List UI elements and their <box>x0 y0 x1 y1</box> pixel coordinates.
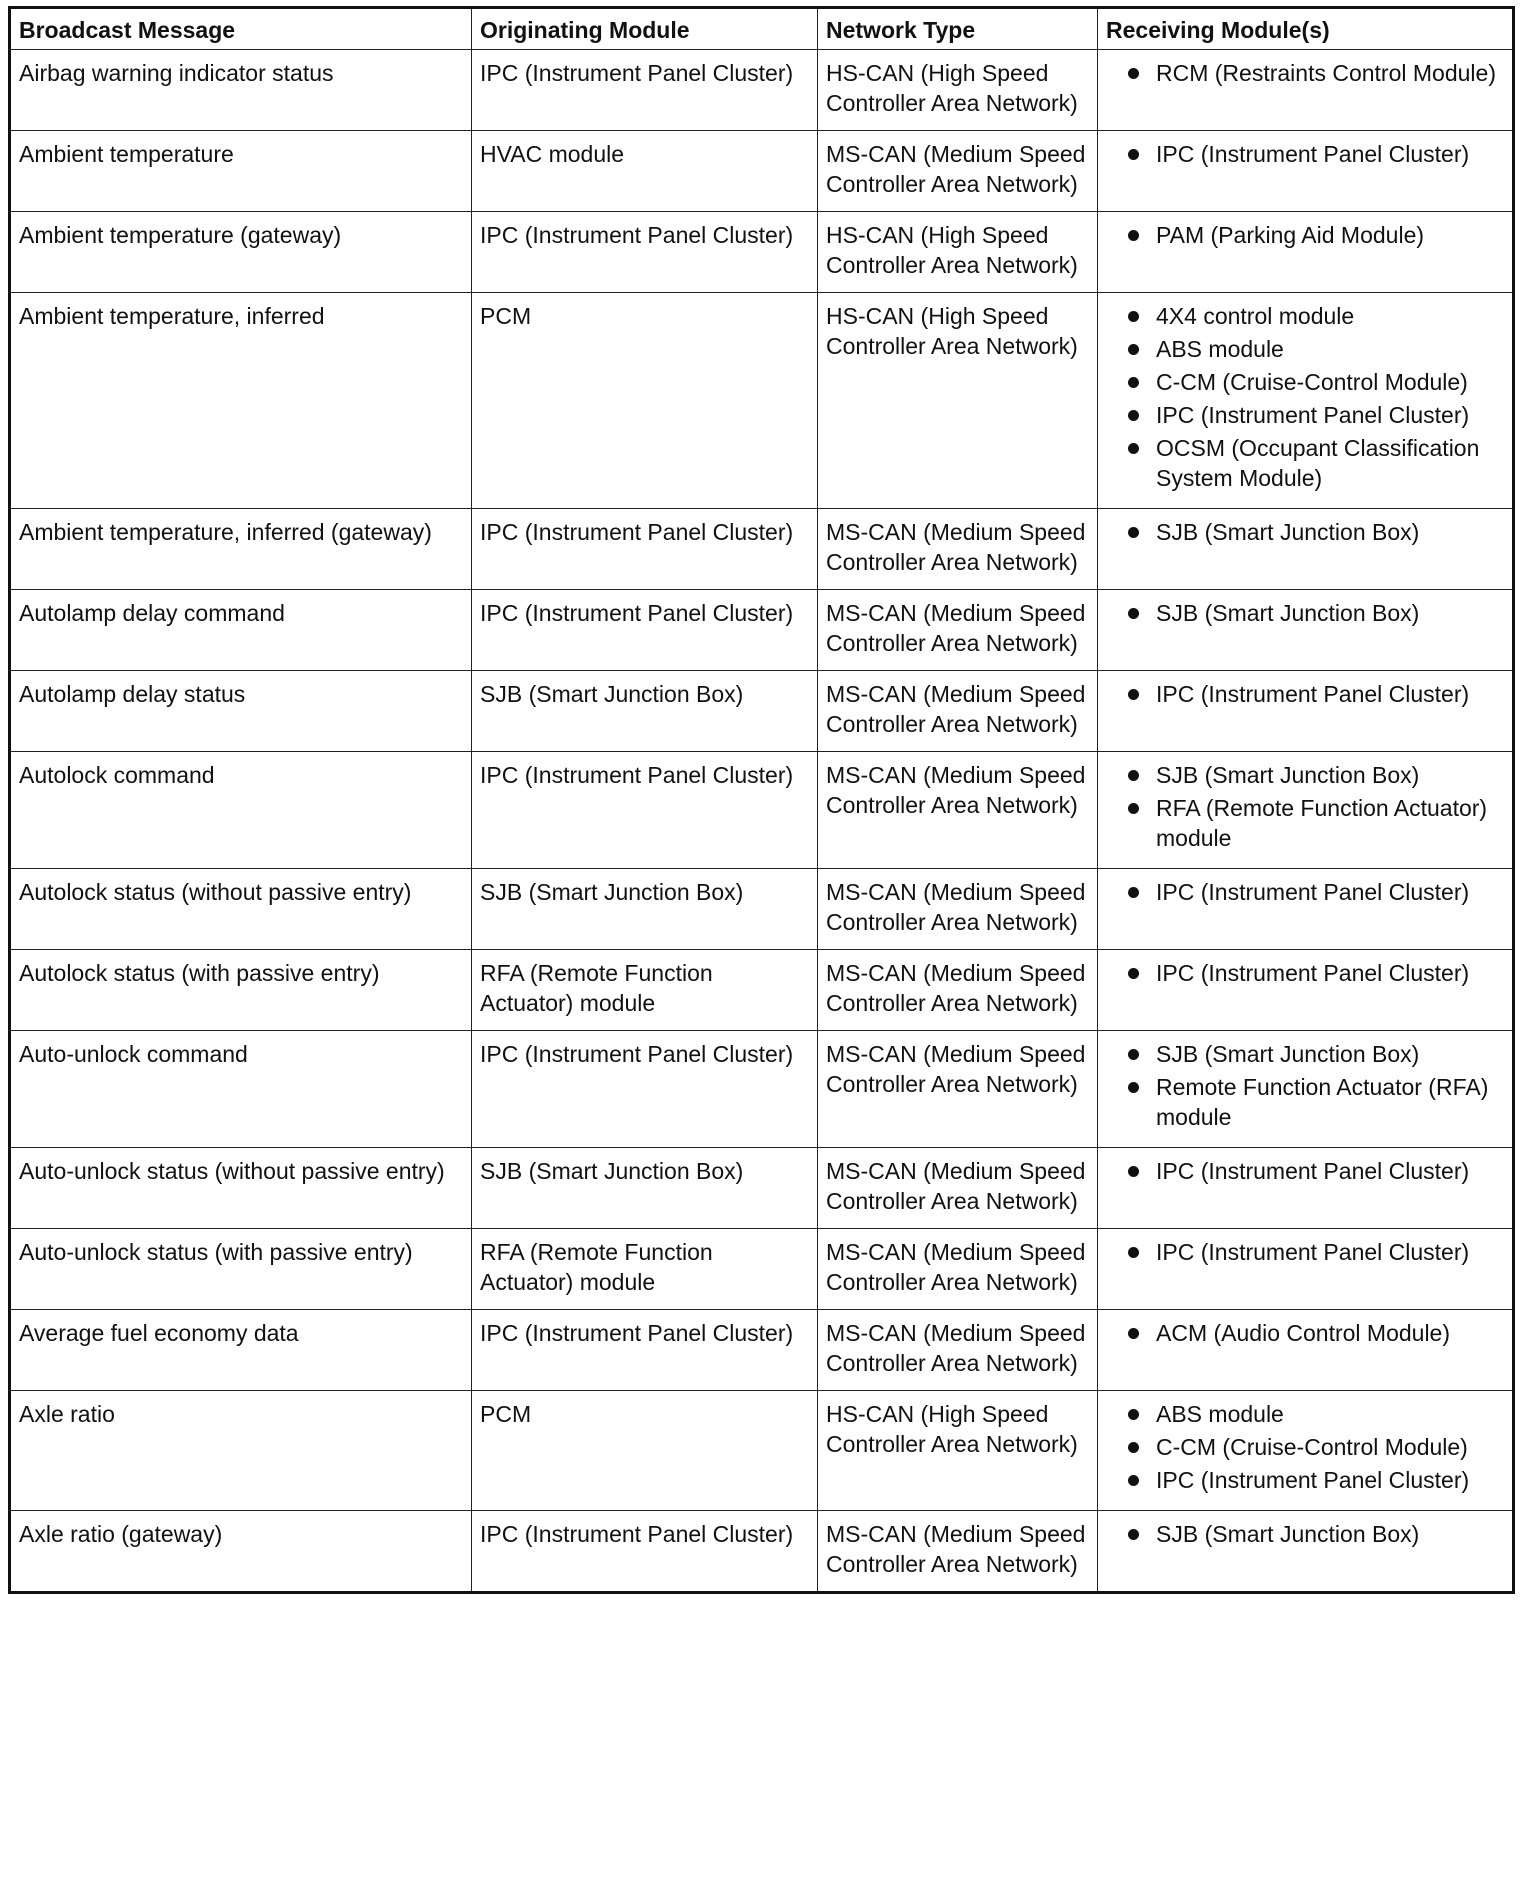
receiving-modules-list <box>1106 877 1504 907</box>
list-item <box>1106 1432 1504 1462</box>
list-item <box>1106 1156 1504 1186</box>
document-page <box>8 6 1512 1594</box>
list-item <box>1106 958 1504 988</box>
receiving-modules-list <box>1106 1399 1504 1495</box>
broadcast-message-cell: Ambient temperature, inferred <box>10 293 472 509</box>
bullet-icon <box>1128 1442 1139 1453</box>
table-row <box>10 950 1514 1031</box>
bullet-icon <box>1128 1049 1139 1060</box>
originating-module-cell: PCM <box>472 1391 818 1511</box>
list-item <box>1106 334 1504 364</box>
list-item <box>1106 1465 1504 1495</box>
receiving-modules-list <box>1106 598 1504 628</box>
table-row <box>10 212 1514 293</box>
originating-module-cell: IPC (Instrument Panel Cluster) <box>472 212 818 293</box>
list-item <box>1106 793 1504 853</box>
network-type-cell: MS-CAN (Medium Speed Controller Area Network) <box>818 869 1098 950</box>
receiving-module-text: SJB (Smart Junction Box) <box>1156 519 1420 545</box>
receiving-modules-list <box>1106 139 1504 169</box>
network-type-cell: HS-CAN (High Speed Controller Area Network) <box>818 1391 1098 1511</box>
originating-module-cell: SJB (Smart Junction Box) <box>472 869 818 950</box>
list-item <box>1106 1519 1504 1549</box>
broadcast-message-cell: Autolock status (without passive entry) <box>10 869 472 950</box>
header-row <box>10 8 1514 50</box>
table-row <box>10 1391 1514 1511</box>
network-type-cell: HS-CAN (High Speed Controller Area Network) <box>818 212 1098 293</box>
originating-module-cell: IPC (Instrument Panel Cluster) <box>472 752 818 869</box>
bullet-icon <box>1128 344 1139 355</box>
network-type-cell: MS-CAN (Medium Speed Controller Area Network) <box>818 950 1098 1031</box>
list-item <box>1106 367 1504 397</box>
originating-module-cell: IPC (Instrument Panel Cluster) <box>472 50 818 131</box>
broadcast-message-cell: Autolock command <box>10 752 472 869</box>
broadcast-message-cell: Auto-unlock command <box>10 1031 472 1148</box>
receiving-modules-cell <box>1098 1391 1514 1511</box>
receiving-module-text: ABS module <box>1156 336 1284 362</box>
list-item <box>1106 1072 1504 1132</box>
bullet-icon <box>1128 68 1139 79</box>
list-item <box>1106 433 1504 493</box>
receiving-modules-cell <box>1098 212 1514 293</box>
receiving-modules-list <box>1106 1318 1504 1348</box>
list-item <box>1106 877 1504 907</box>
receiving-modules-list <box>1106 517 1504 547</box>
network-type-cell: MS-CAN (Medium Speed Controller Area Network) <box>818 1031 1098 1148</box>
originating-module-cell: HVAC module <box>472 131 818 212</box>
broadcast-message-cell: Ambient temperature (gateway) <box>10 212 472 293</box>
receiving-modules-cell <box>1098 50 1514 131</box>
bullet-icon <box>1128 887 1139 898</box>
receiving-modules-cell <box>1098 293 1514 509</box>
receiving-module-text: RCM (Restraints Control Module) <box>1156 60 1496 86</box>
network-type-cell: MS-CAN (Medium Speed Controller Area Network) <box>818 1229 1098 1310</box>
receiving-modules-cell <box>1098 509 1514 590</box>
receiving-modules-list <box>1106 1039 1504 1132</box>
table-row <box>10 509 1514 590</box>
table-row <box>10 1229 1514 1310</box>
receiving-module-text: IPC (Instrument Panel Cluster) <box>1156 681 1470 707</box>
network-type-cell: HS-CAN (High Speed Controller Area Network) <box>818 50 1098 131</box>
bullet-icon <box>1128 689 1139 700</box>
receiving-module-text: IPC (Instrument Panel Cluster) <box>1156 879 1470 905</box>
bullet-icon <box>1128 149 1139 160</box>
network-type-cell: MS-CAN (Medium Speed Controller Area Network) <box>818 1148 1098 1229</box>
bullet-icon <box>1128 1529 1139 1540</box>
broadcast-message-cell: Autolamp delay command <box>10 590 472 671</box>
list-item <box>1106 1318 1504 1348</box>
receiving-module-text: IPC (Instrument Panel Cluster) <box>1156 402 1470 428</box>
network-type-cell: HS-CAN (High Speed Controller Area Network) <box>818 293 1098 509</box>
broadcast-message-cell: Average fuel economy data <box>10 1310 472 1391</box>
table-row <box>10 752 1514 869</box>
originating-module-cell: SJB (Smart Junction Box) <box>472 671 818 752</box>
table-row <box>10 869 1514 950</box>
table-row <box>10 671 1514 752</box>
bullet-icon <box>1128 1166 1139 1177</box>
bullet-icon <box>1128 770 1139 781</box>
receiving-modules-list <box>1106 760 1504 853</box>
bullet-icon <box>1128 608 1139 619</box>
list-item <box>1106 517 1504 547</box>
bullet-icon <box>1128 803 1139 814</box>
header-originating-module: Originating Module <box>472 8 818 50</box>
receiving-modules-list <box>1106 1237 1504 1267</box>
broadcast-message-cell: Autolamp delay status <box>10 671 472 752</box>
broadcast-message-cell: Ambient temperature <box>10 131 472 212</box>
receiving-module-text: IPC (Instrument Panel Cluster) <box>1156 1158 1470 1184</box>
receiving-module-text: IPC (Instrument Panel Cluster) <box>1156 141 1470 167</box>
originating-module-cell: IPC (Instrument Panel Cluster) <box>472 1310 818 1391</box>
receiving-module-text: IPC (Instrument Panel Cluster) <box>1156 960 1470 986</box>
bullet-icon <box>1128 527 1139 538</box>
header-network-type: Network Type <box>818 8 1098 50</box>
network-type-cell: MS-CAN (Medium Speed Controller Area Network) <box>818 509 1098 590</box>
receiving-module-text: SJB (Smart Junction Box) <box>1156 600 1420 626</box>
list-item <box>1106 220 1504 250</box>
table-body <box>10 50 1514 1593</box>
broadcast-message-cell: Autolock status (with passive entry) <box>10 950 472 1031</box>
receiving-modules-list <box>1106 958 1504 988</box>
receiving-module-text: ACM (Audio Control Module) <box>1156 1320 1451 1346</box>
receiving-module-text: ABS module <box>1156 1401 1284 1427</box>
receiving-module-text: OCSM (Occupant Classification System Module) <box>1156 435 1480 491</box>
network-type-cell: MS-CAN (Medium Speed Controller Area Network) <box>818 1511 1098 1593</box>
bullet-icon <box>1128 1247 1139 1258</box>
broadcast-message-cell: Auto-unlock status (with passive entry) <box>10 1229 472 1310</box>
originating-module-cell: RFA (Remote Function Actuator) module <box>472 950 818 1031</box>
receiving-module-text: RFA (Remote Function Actuator) module <box>1156 795 1488 851</box>
list-item <box>1106 598 1504 628</box>
receiving-modules-list <box>1106 1519 1504 1549</box>
receiving-modules-list <box>1106 220 1504 250</box>
receiving-modules-cell <box>1098 590 1514 671</box>
header-receiving-modules: Receiving Module(s) <box>1098 8 1514 50</box>
receiving-module-text: Remote Function Actuator (RFA) module <box>1156 1074 1489 1130</box>
receiving-module-text: C-CM (Cruise-Control Module) <box>1156 1434 1468 1460</box>
receiving-module-text: IPC (Instrument Panel Cluster) <box>1156 1239 1470 1265</box>
receiving-modules-cell <box>1098 671 1514 752</box>
bullet-icon <box>1128 1409 1139 1420</box>
table-row <box>10 131 1514 212</box>
bullet-icon <box>1128 1475 1139 1486</box>
list-item <box>1106 1237 1504 1267</box>
receiving-modules-list <box>1106 679 1504 709</box>
receiving-modules-cell <box>1098 869 1514 950</box>
originating-module-cell: IPC (Instrument Panel Cluster) <box>472 509 818 590</box>
broadcast-message-table <box>8 6 1515 1594</box>
receiving-module-text: 4X4 control module <box>1156 303 1355 329</box>
receiving-modules-list <box>1106 1156 1504 1186</box>
network-type-cell: MS-CAN (Medium Speed Controller Area Network) <box>818 671 1098 752</box>
list-item <box>1106 1039 1504 1069</box>
network-type-cell: MS-CAN (Medium Speed Controller Area Network) <box>818 590 1098 671</box>
receiving-module-text: PAM (Parking Aid Module) <box>1156 222 1425 248</box>
list-item <box>1106 58 1504 88</box>
broadcast-message-cell: Axle ratio (gateway) <box>10 1511 472 1593</box>
table-row <box>10 1031 1514 1148</box>
bullet-icon <box>1128 410 1139 421</box>
originating-module-cell: PCM <box>472 293 818 509</box>
broadcast-message-cell: Ambient temperature, inferred (gateway) <box>10 509 472 590</box>
list-item <box>1106 1399 1504 1429</box>
table-row <box>10 1310 1514 1391</box>
list-item <box>1106 679 1504 709</box>
receiving-module-text: SJB (Smart Junction Box) <box>1156 762 1420 788</box>
receiving-module-text: C-CM (Cruise-Control Module) <box>1156 369 1468 395</box>
bullet-icon <box>1128 230 1139 241</box>
header-broadcast-message: Broadcast Message <box>10 8 472 50</box>
receiving-modules-cell <box>1098 752 1514 869</box>
originating-module-cell: IPC (Instrument Panel Cluster) <box>472 1511 818 1593</box>
broadcast-message-cell: Auto-unlock status (without passive entry) <box>10 1148 472 1229</box>
receiving-modules-cell <box>1098 1310 1514 1391</box>
table-row <box>10 293 1514 509</box>
receiving-modules-cell <box>1098 1229 1514 1310</box>
list-item <box>1106 301 1504 331</box>
table-header <box>10 8 1514 50</box>
network-type-cell: MS-CAN (Medium Speed Controller Area Network) <box>818 752 1098 869</box>
table-row <box>10 1511 1514 1593</box>
bullet-icon <box>1128 1328 1139 1339</box>
table-row <box>10 50 1514 131</box>
receiving-module-text: IPC (Instrument Panel Cluster) <box>1156 1467 1470 1493</box>
receiving-modules-cell <box>1098 1511 1514 1593</box>
list-item <box>1106 760 1504 790</box>
bullet-icon <box>1128 311 1139 322</box>
bullet-icon <box>1128 377 1139 388</box>
bullet-icon <box>1128 1082 1139 1093</box>
originating-module-cell: RFA (Remote Function Actuator) module <box>472 1229 818 1310</box>
network-type-cell: MS-CAN (Medium Speed Controller Area Network) <box>818 1310 1098 1391</box>
list-item <box>1106 400 1504 430</box>
receiving-modules-cell <box>1098 131 1514 212</box>
originating-module-cell: IPC (Instrument Panel Cluster) <box>472 590 818 671</box>
originating-module-cell: IPC (Instrument Panel Cluster) <box>472 1031 818 1148</box>
table-row <box>10 590 1514 671</box>
receiving-modules-list <box>1106 301 1504 493</box>
list-item <box>1106 139 1504 169</box>
bullet-icon <box>1128 968 1139 979</box>
broadcast-message-cell: Axle ratio <box>10 1391 472 1511</box>
receiving-module-text: SJB (Smart Junction Box) <box>1156 1521 1420 1547</box>
originating-module-cell: SJB (Smart Junction Box) <box>472 1148 818 1229</box>
receiving-modules-list <box>1106 58 1504 88</box>
network-type-cell: MS-CAN (Medium Speed Controller Area Network) <box>818 131 1098 212</box>
bullet-icon <box>1128 443 1139 454</box>
receiving-module-text: SJB (Smart Junction Box) <box>1156 1041 1420 1067</box>
broadcast-message-cell: Airbag warning indicator status <box>10 50 472 131</box>
receiving-modules-cell <box>1098 1148 1514 1229</box>
receiving-modules-cell <box>1098 950 1514 1031</box>
receiving-modules-cell <box>1098 1031 1514 1148</box>
table-row <box>10 1148 1514 1229</box>
